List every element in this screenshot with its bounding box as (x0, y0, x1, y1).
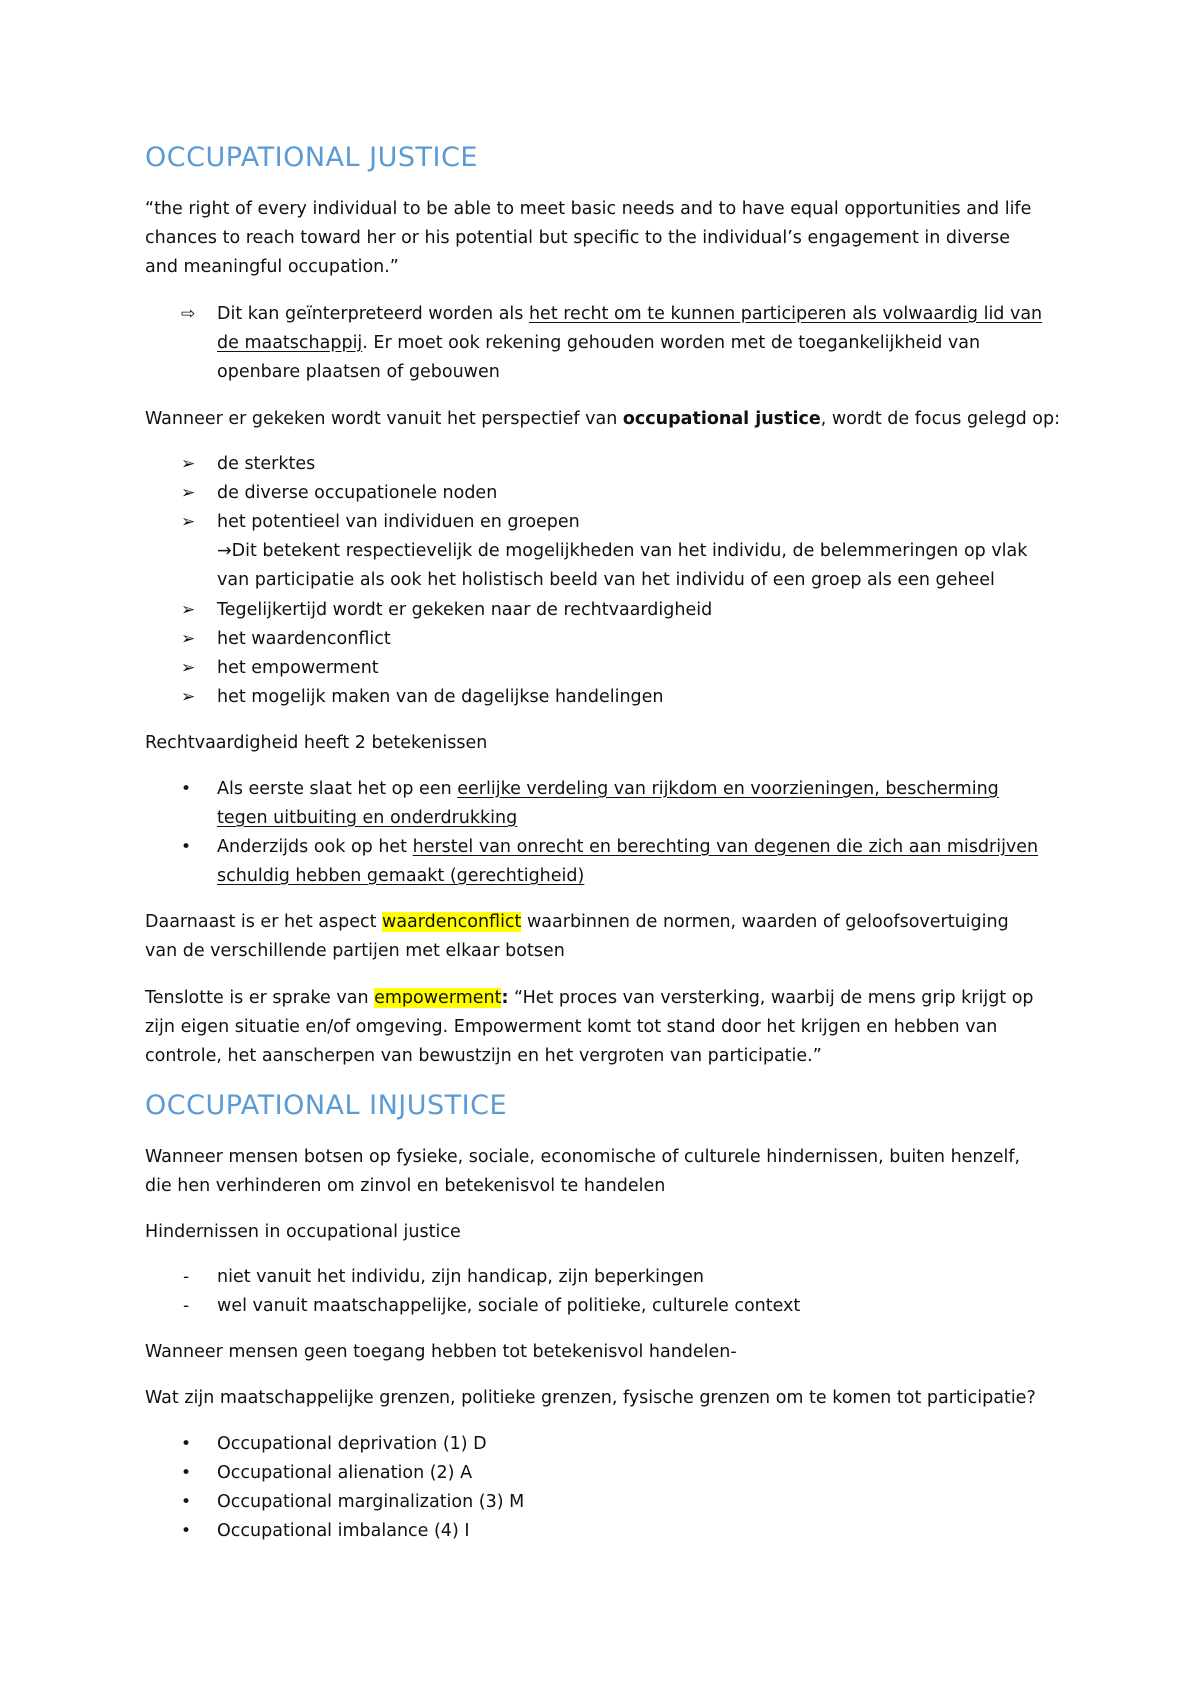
perspective-bold: occupational justice (622, 409, 821, 429)
outline-arrow-icon: ⇨ (181, 304, 196, 324)
arrowhead-bullet-icon: ➢ (181, 483, 196, 503)
bullet2-prefix: Anderzijds ook op het (217, 837, 413, 857)
arrowhead-bullet-icon: ➢ (181, 658, 196, 678)
empower-suffix: “Het proces van versterking, waarbij de mens grip krijgt op (508, 988, 1034, 1008)
empower-prefix: Tenslotte is er sprake van (145, 988, 375, 1008)
arrow-item-line-2 (217, 329, 980, 359)
dash-bullet-icon: - (183, 1296, 190, 1316)
dot-bullet-icon: • (181, 1463, 192, 1483)
arrow-item-underlined: het recht om te kunnen participeren als volwaardig lid van (528, 304, 1043, 324)
quote-line-3: and meaningful occupation.” (145, 257, 399, 277)
arrow-item-underlined-2: de maatschappij (217, 333, 363, 353)
bullet1-underlined: eerlijke verdeling van rijkdom en voorzieningen, bescherming (457, 779, 999, 799)
arrowhead-bullet-icon: ➢ (181, 512, 196, 532)
arrow-item-prefix: Dit kan geïnterpreteerd worden als (217, 304, 529, 324)
dot-bullet-icon: • (181, 1521, 192, 1541)
perspective-paragraph (145, 405, 1060, 435)
arrowhead-bullet-icon: ➢ (181, 687, 196, 707)
heading-occupational-injustice: OCCUPATIONAL INJUSTICE (145, 1090, 508, 1121)
bullet1-prefix: Als eerste slaat het op een (217, 779, 458, 799)
dot-bullet-icon: • (181, 837, 192, 857)
question-paragraph: Wat zijn maatschappelijke grenzen, politieke grenzen, fysische grenzen om te komen tot participatie? (145, 1388, 1036, 1408)
perspective-suffix: , wordt de focus gelegd op: (820, 409, 1060, 429)
waarden-suffix: waarbinnen de normen, waarden of geloofsovertuiging (521, 912, 1009, 932)
dash-bullet-icon: - (183, 1267, 190, 1287)
waarden-prefix: Daarnaast is er het aspect (145, 912, 383, 932)
focus-item-3-sub-2: van participatie als ook het holistisch beeld van het individu of een groep als een geheel (217, 570, 995, 590)
quote-line-1: “the right of every individual to be able to meet basic needs and to have equal opportunities and life (145, 199, 1032, 219)
focus-item-4: Tegelijkertijd wordt er gekeken naar de rechtvaardigheid (217, 600, 713, 620)
rechtvaardigheid-bullet-1 (217, 775, 999, 805)
heading-occupational-justice: OCCUPATIONAL JUSTICE (145, 142, 478, 173)
empowerment-line-2: zijn eigen situatie en/of omgeving. Empowerment komt tot stand door het krijgen en hebben van (145, 1017, 998, 1037)
toegang-paragraph: Wanneer mensen geen toegang hebben tot betekenisvol handelen- (145, 1342, 737, 1362)
arrow-item-line-3: openbare plaatsen of gebouwen (217, 362, 500, 382)
waardenconflict-paragraph (145, 908, 1009, 938)
rechtvaardigheid-bullet-2-line-2: schuldig hebben gemaakt (gerechtigheid) (217, 866, 585, 886)
empowerment-line-3: controle, het aanscherpen van bewustzijn en het vergroten van participatie.” (145, 1046, 822, 1066)
empower-highlight: empowerment (374, 988, 502, 1008)
quote-line-2: chances to reach toward her or his potential but specific to the individual’s engagement in diverse (145, 228, 1011, 248)
occupation-type-2: Occupational alienation (2) A (217, 1463, 473, 1483)
arrow-item-suffix: . Er moet ook rekening gehouden worden met de toegankelijkheid van (362, 333, 981, 353)
arrowhead-bullet-icon: ➢ (181, 600, 196, 620)
arrow-item-line-1 (217, 300, 1042, 330)
arrowhead-bullet-icon: ➢ (181, 629, 196, 649)
hindernissen-heading: Hindernissen in occupational justice (145, 1222, 461, 1242)
dot-bullet-icon: • (181, 779, 192, 799)
rechtvaardigheid-bullet-1-line-2: tegen uitbuiting en onderdrukking (217, 808, 518, 828)
dot-bullet-icon: • (181, 1492, 192, 1512)
injustice-intro-line-1: Wanneer mensen botsen op fysieke, sociale, economische of culturele hindernissen, buiten henzelf, (145, 1147, 1021, 1167)
occupation-type-1: Occupational deprivation (1) D (217, 1434, 487, 1454)
focus-item-3-sub-1: →Dit betekent respectievelijk de mogelijkheden van het individu, de belemmeringen op vlak (217, 541, 1028, 561)
focus-item-5: het waardenconflict (217, 629, 391, 649)
focus-item-1: de sterktes (217, 454, 316, 474)
hindernis-item-1: niet vanuit het individu, zijn handicap, zijn beperkingen (217, 1267, 705, 1287)
arrowhead-bullet-icon: ➢ (181, 454, 196, 474)
focus-item-2: de diverse occupationele noden (217, 483, 498, 503)
empowerment-paragraph (145, 984, 1034, 1014)
waarden-highlight: waardenconflict (382, 912, 522, 932)
focus-item-3: het potentieel van individuen en groepen (217, 512, 580, 532)
rechtvaardigheid-bullet-2 (217, 833, 1038, 863)
focus-item-6: het empowerment (217, 658, 379, 678)
focus-item-7: het mogelijk maken van de dagelijkse handelingen (217, 687, 664, 707)
occupation-type-4: Occupational imbalance (4) I (217, 1521, 470, 1541)
empower-colon: : (501, 988, 509, 1008)
hindernis-item-2: wel vanuit maatschappelijke, sociale of politieke, culturele context (217, 1296, 801, 1316)
bullet2-underlined: herstel van onrecht en berechting van degenen die zich aan misdrijven (412, 837, 1039, 857)
waardenconflict-line-2: van de verschillende partijen met elkaar botsen (145, 941, 565, 961)
dot-bullet-icon: • (181, 1434, 192, 1454)
injustice-intro-line-2: die hen verhinderen om zinvol en betekenisvol te handelen (145, 1176, 666, 1196)
rechtvaardigheid-intro: Rechtvaardigheid heeft 2 betekenissen (145, 733, 488, 753)
occupation-type-3: Occupational marginalization (3) M (217, 1492, 525, 1512)
perspective-prefix: Wanneer er gekeken wordt vanuit het perspectief van (145, 409, 623, 429)
